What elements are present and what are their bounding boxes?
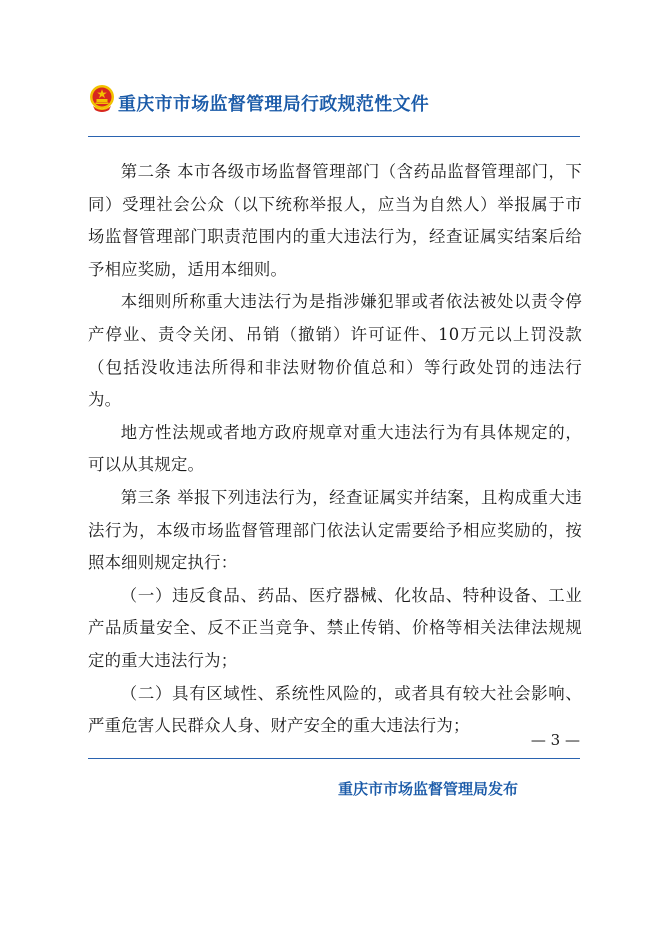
page-number: — 3 —: [530, 731, 580, 749]
footer-divider: [88, 758, 580, 759]
publisher-line: 重庆市市场监督管理局发布: [338, 780, 519, 798]
header-title: 重庆市市场监督管理局行政规范性文件: [118, 94, 430, 115]
national-emblem-icon: [88, 84, 116, 114]
paragraph-local-regulation: 地方性法规或者地方政府规章对重大违法行为有具体规定的，可以从其规定。: [88, 422, 582, 475]
document-header: [88, 84, 580, 124]
paragraph-article-2: 第二条 本市各级市场监督管理部门（含药品监督管理部门，下同）受理社会公众（以下统称举报人，应当为自然人）举报属于市场监督管理部门职责范围内的重大违法行为，经查证属实结案后给予相应奖励，适用本细则。: [88, 162, 582, 279]
paragraph-item-2: （二）具有区域性、系统性风险的，或者具有较大社会影响、严重危害人民群众人身、财产安全的重大违法行为；: [88, 683, 582, 736]
paragraph-major-violation-definition: 本细则所称重大违法行为是指涉嫌犯罪或者依法被处以责令停产停业、责令关闭、吊销（撤销）许可证件、10万元以上罚没款（包括没收违法所得和非法财物价值总和）等行政处罚的违法行为。: [88, 292, 582, 410]
paragraph-item-1: （一）违反食品、药品、医疗器械、化妆品、特种设备、工业产品质量安全、反不正当竞争、禁止传销、价格等相关法律法规规定的重大违法行为；: [88, 585, 582, 670]
header-divider: [88, 136, 580, 137]
paragraph-article-3: 第三条 举报下列违法行为，经查证属实并结案，且构成重大违法行为，本级市场监督管理部门依法认定需要给予相应奖励的，按照本细则规定执行：: [88, 487, 582, 573]
document-body: [88, 156, 582, 743]
